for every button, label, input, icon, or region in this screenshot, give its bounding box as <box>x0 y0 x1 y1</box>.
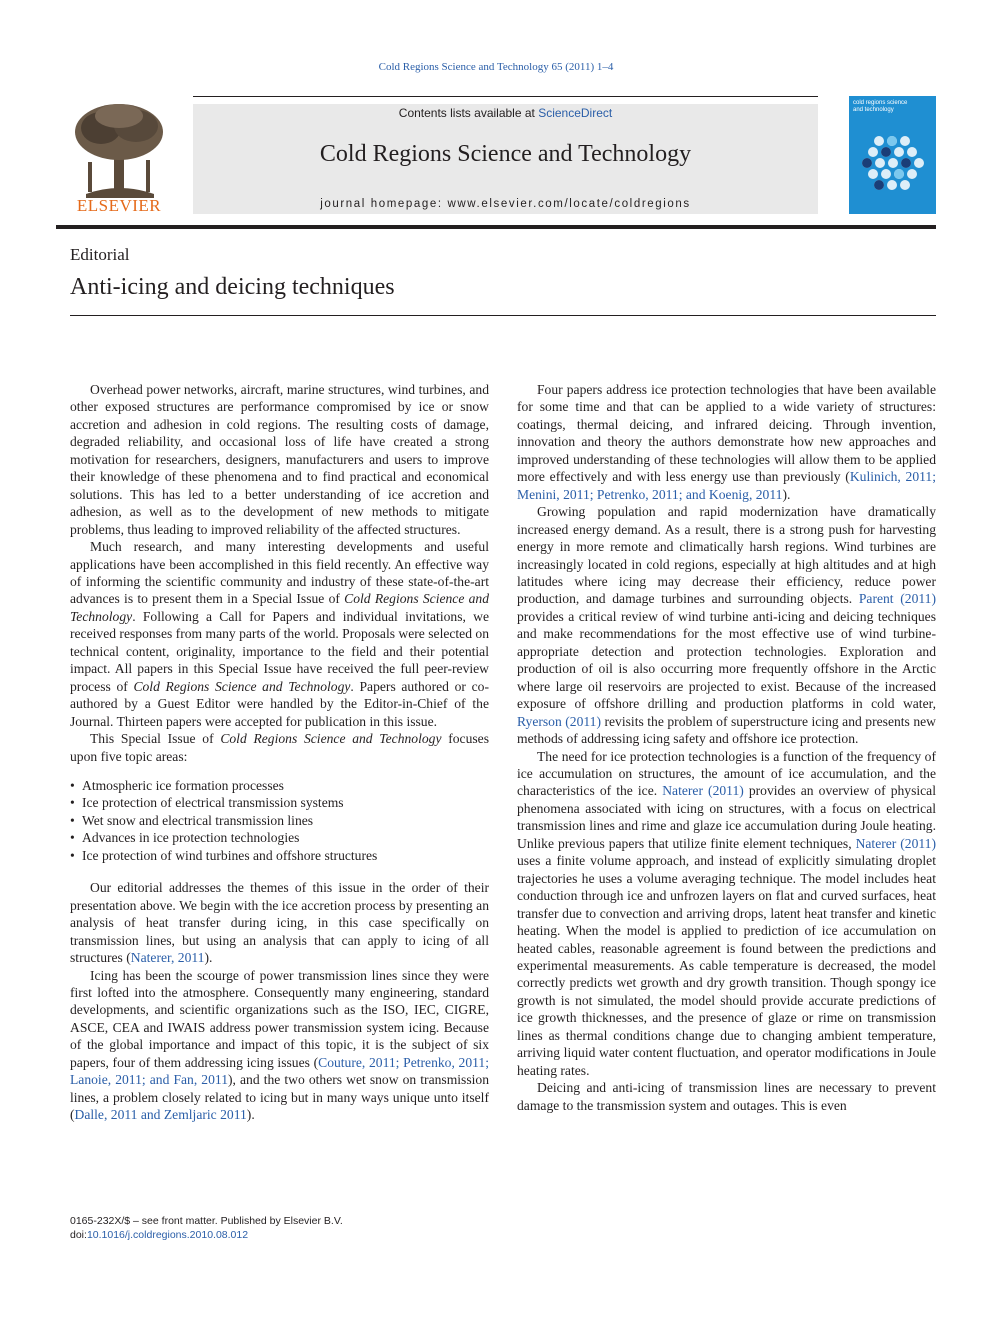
contents-prefix: Contents lists available at <box>398 106 539 120</box>
list-item: • Ice protection of wind turbines and offshore structures <box>70 847 489 864</box>
publisher-name: ELSEVIER <box>76 196 162 215</box>
journal-name-italic: Cold Regions Science and Technology <box>220 731 442 747</box>
text-run: Much research, and many interesting developments and useful applications have been accomplished in this field recently. An effective way of informing the scientific community and industry of these state-of-the-art advances is to present them in a Special Issue of <box>70 539 489 607</box>
reference-link[interactable]: Dalle, 2011 and Zemljaric 2011 <box>74 1107 247 1123</box>
article-section-label: Editorial <box>70 245 130 264</box>
journal-name-italic: Cold Regions Science and Technology <box>133 678 351 694</box>
left-column <box>70 381 489 1124</box>
text-run: provides a critical review of wind turbine anti-icing and deicing techniques and make recommendations for the most effective use of wind turbine-appropriate detection and protection technologies. Exploration and production of oil is also occurring more frequently offshore in the Arctic where large oil reservoirs are projected to exist. Because of the increased exposure of offshore drilling and production platforms in cold water, <box>517 608 936 712</box>
reference-link[interactable]: Naterer (2011) <box>662 783 744 799</box>
paragraph <box>517 381 936 503</box>
article-title: Anti-icing and deicing techniques <box>70 274 395 300</box>
sciencedirect-link[interactable]: ScienceDirect <box>538 106 613 120</box>
paragraph: Overhead power networks, aircraft, marine structures, wind turbines, and other exposed structures are performance compromised by ice or snow accretion and adhesion in cold regions. The resulting costs of damage, degraded reliability, and occasional loss of life have created a strong motivation for researchers, designers, manufacturers and users to improve their knowledge of these phenomena and to find practical and economical solutions. This has led to a better understanding of ice accretion and adhesion, as well as to the development of new methods to mitigate problems, thus leading to improved reliability of the affected structures. <box>70 382 489 537</box>
paragraph <box>517 503 936 747</box>
journal-name-italic: Cold Regions Science and Technology <box>70 591 489 624</box>
reference-link[interactable]: Parent (2011) <box>858 591 936 607</box>
text-run: The need for ice protection technologies is a function of the frequency of ice accumulation on structures, the amount of ice accumulation, and the characteristics of the ice. <box>517 748 936 799</box>
text-run: ), and the two others wet snow on transmission lines, a problem closely related to icing but in many ways unique unto itself ( <box>70 1072 490 1123</box>
doi-line <box>70 1228 343 1242</box>
text-run: ). <box>782 486 791 502</box>
journal-homepage[interactable]: journal homepage: www.elsevier.com/locate/coldregions <box>320 198 691 210</box>
text-run: Growing population and rapid modernization have dramatically increased energy demand. As a result, there is a strong push for harvesting energy in more remote and climatically harsh regions. Wind turbines are increasingly located in cold regions, especially at high altitudes and at high latitudes where icing may decrease their efficiency, reduce power production, and damage turbines and surrounding objects. <box>517 504 936 607</box>
reference-link[interactable]: Couture, 2011; Petrenko, 2011; Lanoie, 2011; and Fan, 2011 <box>70 1054 489 1088</box>
reference-link[interactable]: Ryerson (2011) <box>517 713 601 729</box>
text-run: Our editorial addresses the themes of this issue in the order of their presentation above. We begin with the ice accretion process by presenting an analysis of heat transfer during icing, in this case specifically on transmission lines, but using an analysis that can apply to icing of all structures ( <box>70 880 489 966</box>
title-rule <box>70 315 936 316</box>
text-run: provides an overview of physical phenomena associated with icing on structures, with a focus on electrical transmission lines and rime and glaze ice accumulation during Joule heating. Unlike previous papers that utilize finite element techniques, <box>517 783 936 851</box>
right-column <box>517 381 936 1114</box>
contents-line <box>193 106 818 120</box>
paragraph <box>517 748 936 1080</box>
copyright-line: 0165-232X/$ – see front matter. Published by Elsevier B.V. <box>70 1215 343 1227</box>
text-run: . Following a Call for Papers and individual invitations, we received responses from many parts of the world. Proposals were selected on technical content, originality, importance to the field and their potential impact. All papers in this Special Issue have received the full peer-review process of <box>70 608 490 694</box>
reference-link[interactable]: Naterer, 2011 <box>130 950 205 966</box>
header-rule <box>193 96 818 97</box>
topic-list <box>70 777 489 864</box>
paragraph: Deicing and anti-icing of transmission lines are necessary to prevent damage to the transmission system and outages. This is even <box>517 1080 936 1113</box>
reference-link[interactable]: Kulinich, 2011; Menini, 2011; Petrenko, 2011; and Koenig, 2011 <box>517 469 936 502</box>
doi-link[interactable]: 10.1016/j.coldregions.2010.08.012 <box>86 1229 249 1241</box>
header-thick-rule <box>56 225 936 229</box>
text-run: Icing has been the scourge of power transmission lines since they were first lofted into the atmosphere. Consequently many engineering, standard developments, and scientific organizations such as the ISO, IEC, CIGRE, ASCE, CEA and IWAIS address power transmission system icing. Because of the global importance and impact of this topic, it is the subject of six papers, four of them addressing icing issues ( <box>70 967 489 1070</box>
text-run: This Special Issue of <box>90 731 221 747</box>
front-matter-footnote <box>70 1214 343 1242</box>
journal-citation-link[interactable]: Cold Regions Science and Technology 65 (2011) 1–4 <box>378 61 614 73</box>
text-run: ). <box>246 1107 255 1123</box>
text-run: focuses upon five topic areas: <box>70 731 489 764</box>
paragraph <box>70 967 489 1124</box>
text-run: revisits the problem of superstructure icing and presents new methods of addressing icing safety and offshore ice protection. <box>517 713 936 747</box>
list-item: • Wet snow and electrical transmission lines <box>70 812 489 829</box>
doi-prefix: doi: <box>70 1229 87 1241</box>
text-run: Four papers address ice protection technologies that have been available for some time and that can be applied to a wide variety of structures: coatings, thermal deicing, and infrared deicing. Through invention, innovation and theory the authors demonstrate how new approaches and improved understanding of these technologies will allow them to be applied more effectively and with less energy use than previously ( <box>517 382 936 485</box>
text-run: ). <box>204 950 213 966</box>
list-item: • Ice protection of electrical transmission systems <box>70 794 489 811</box>
reference-link[interactable]: Naterer (2011) <box>855 835 937 851</box>
text-run: . Papers authored or co-authored by a Guest Editor were handled by the Editor-in-Chief of the Journal. Thirteen papers were accepted for publication in this issue. <box>70 678 489 729</box>
list-item: • Advances in ice protection technologies <box>70 829 489 846</box>
paragraph <box>70 879 489 966</box>
cover-title: cold regions science and technology <box>853 100 908 113</box>
text-run: uses a finite volume approach, and instead of explicitly simulating droplet trajectories he uses a volume averaging technique. The model includes heat conduction through ice and unfrozen layers on flat and curved surfaces, heat transfer due to convection and arriving drops, latent heat transfer and kinetic heating. When the model is applied to prediction of ice accumulation on heated cables, reasonable agreement is found between the predictions and experimental measurements. As cable temperature is decreased, the model correctly predicts wet growth and dry growth transition. Though spongy ice growth is not simulated, the model should provide accurate predictions of ice growth thicknesses, and the presence of glaze or rime on transmission lines as thermal conditions change due to changing ambient temperature, arriving liquid water content fluctuation, and operator modifications in Joule heating rates. <box>517 853 936 1078</box>
journal-title: Cold Regions Science and Technology <box>319 141 692 167</box>
paragraph <box>70 538 489 730</box>
paragraph <box>70 730 489 765</box>
list-item: • Atmospheric ice formation processes <box>70 777 489 794</box>
